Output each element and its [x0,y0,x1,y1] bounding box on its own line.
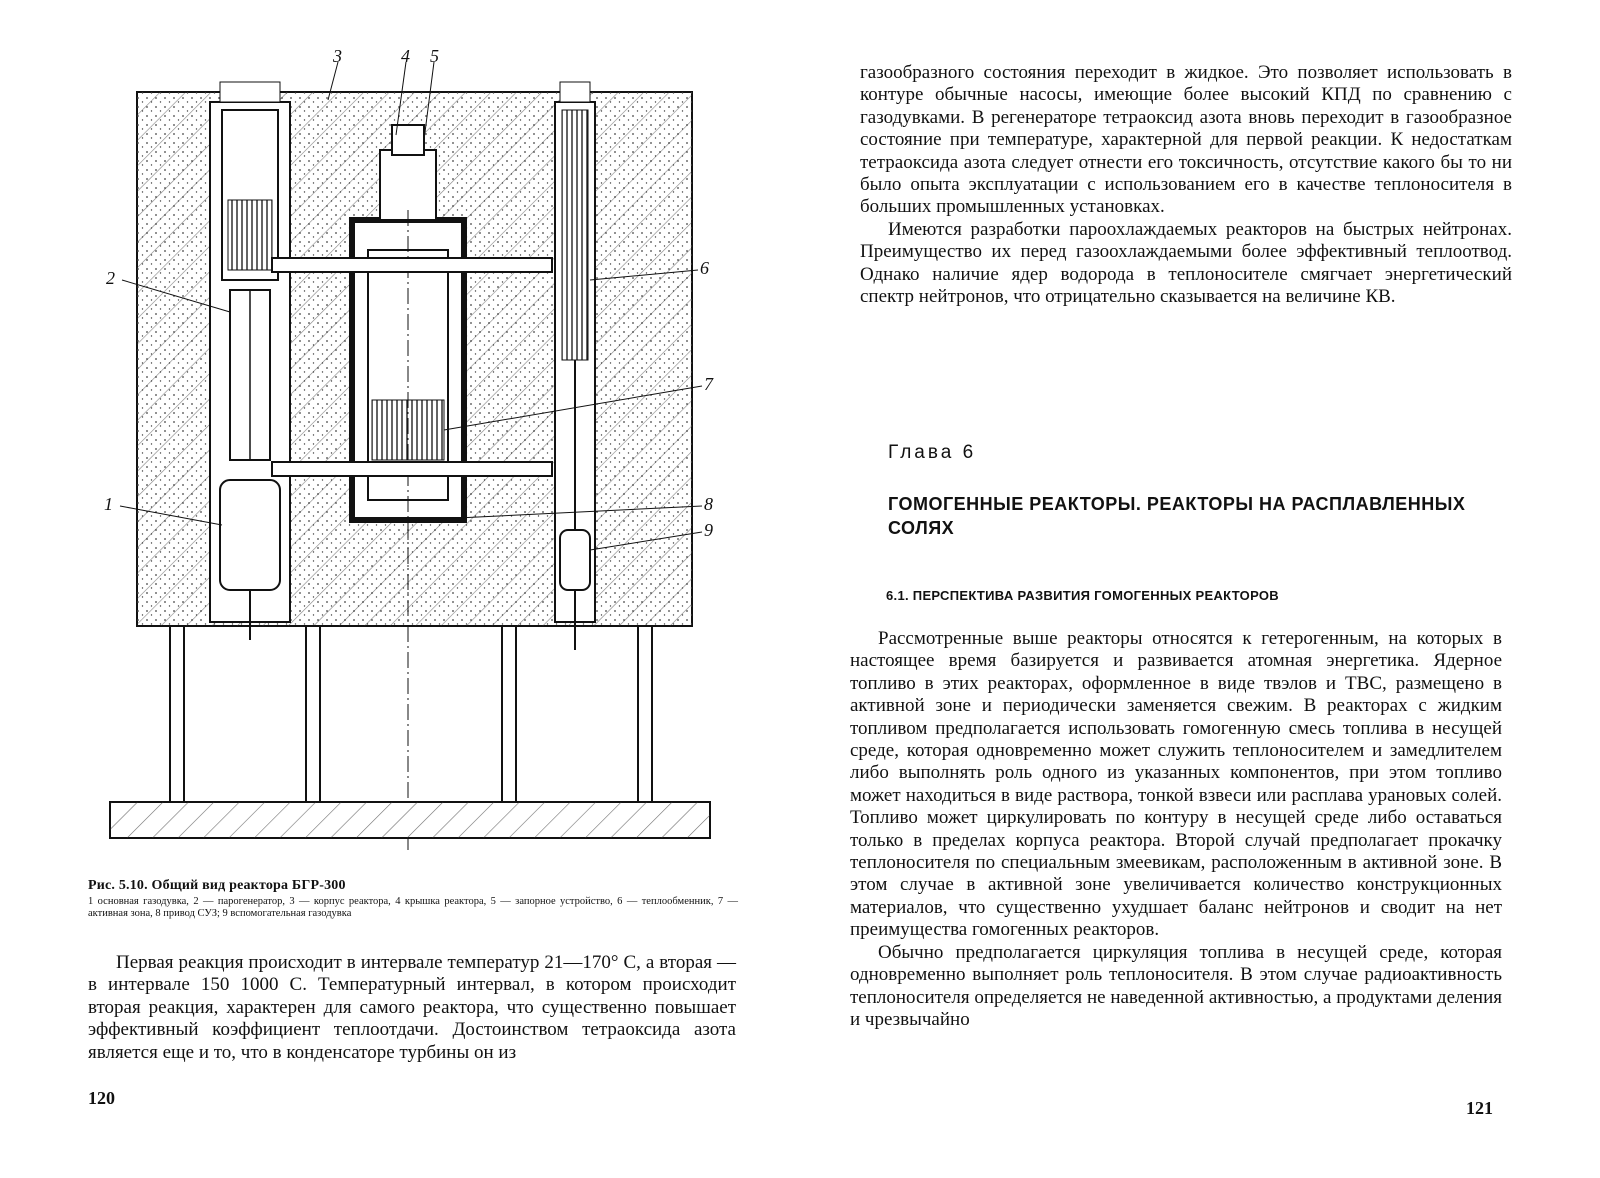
chapter-title: ГОМОГЕННЫЕ РЕАКТОРЫ. РЕАКТОРЫ НА РАСПЛАВЛЕННЫХ СОЛЯХ [888,494,1466,538]
paragraph: Обычно предполагается циркуляция топлива в несущей среде, которая одновременно выполняет роль теплоносителя. В этом случае радиоактивность теплоносителя определяется не наведенной активностью, а продуктами деления и чрезвычайно [850,941,1502,1030]
reactor-drawing [100,50,740,860]
figure-caption [88,878,738,920]
reactor-figure [100,50,740,860]
right-body-bottom [850,628,1502,1031]
page-number: 121 [1466,1098,1493,1118]
left-body-text [88,952,736,1064]
callout-7: 7 [704,374,713,394]
paragraph: газообразного состояния переходит в жидкое. Это позволяет использовать в контуре обычные насосы, имеющие более высокий КПД по сравнению с газодувками. В регенераторе тетраоксид азота вновь переходит в газообразное состояние при температуре, характерной для первой реакции. К недостаткам тетраоксида азота следует отнести его токсичность, отсутствие какого бы то ни было опыта эксплуатации с использованием его в качестве теплоносителя в больших промышленных установках. [860,62,1512,218]
page-number: 120 [88,1088,115,1108]
callout-5: 5 [430,50,439,66]
section-title: 6.1. ПЕРСПЕКТИВА РАЗВИТИЯ ГОМОГЕННЫХ РЕАКТОРОВ [886,588,1279,603]
auxiliary-blower [560,530,590,590]
main-blower [220,480,280,590]
callout-3: 3 [333,50,342,66]
paragraph: Имеются разработки пароохлаждаемых реакторов на быстрых нейтронах. Преимущество их перед газоохлаждаемыми более эффективный теплоотвод. Однако наличие ядер водорода в теплоносителе смягчает энергетический спектр нейтронов, что отрицательно сказывается на величине КВ. [860,218,1512,308]
chapter-label: Глава 6 [888,442,977,463]
callout-9: 9 [704,520,713,540]
callout-1: 1 [104,494,113,514]
paragraph: Первая реакция происходит в интервале температур 21—170° С, а вторая — в интервале 150 1000 С. Температурный интервал, в котором происходит вторая реакция, характерен для самого реактора, что существенно повышает эффективный коэффициент теплоотдачи. Достоинством тетраоксида азота является еще и то, что в конденсаторе турбины он из [88,952,736,1063]
paragraph: Рассмотренные выше реакторы относятся к гетерогенным, на которых в настоящее время базируется и развивается атомная энергетика. Ядерное топливо в этих реакторах, оформленное в виде твэлов и ТВС, размещено в активной зоне и периодически заменяется свежим. В реакторах с жидким топливом предполагается использовать гомогенную смесь топлива в несущей среде, которая одновременно может служить теплоносителем и замедлителем либо выполнять роль одного из указанных компонентов, при этом топливо может находиться в виде раствора, тонкой взвеси или расплава урановых солей. Топливо может циркулировать по контуру в несущей среде либо оставаться только в пределах корпуса реактора. Второй случай предполагает прокачку теплоносителя по специальным змеевикам, расположенным в активной зоне. В этом случае в активной зоне увеличивается количество конструкционных материалов, что существенно ухудшает баланс нейтронов и сводит на нет преимущества гомогенных реакторов. [850,628,1502,941]
callout-6: 6 [700,258,709,278]
callout-2: 2 [106,268,115,288]
caption-title: Рис. 5.10. Общий вид реактора БГР-300 [88,878,346,893]
right-body-top [860,62,1512,308]
left-page [0,0,790,1178]
caption-legend: 1 основная газодувка, 2 — парогенератор, 3 — корпус реактора, 4 крышка реактора, 5 — запорное устройство, 6 — теплообменник, 7 — активная зона, 8 привод СУЗ; 9 вспомогательная газодувка [88,896,738,919]
callout-4: 4 [401,50,410,66]
callout-8: 8 [704,494,713,514]
